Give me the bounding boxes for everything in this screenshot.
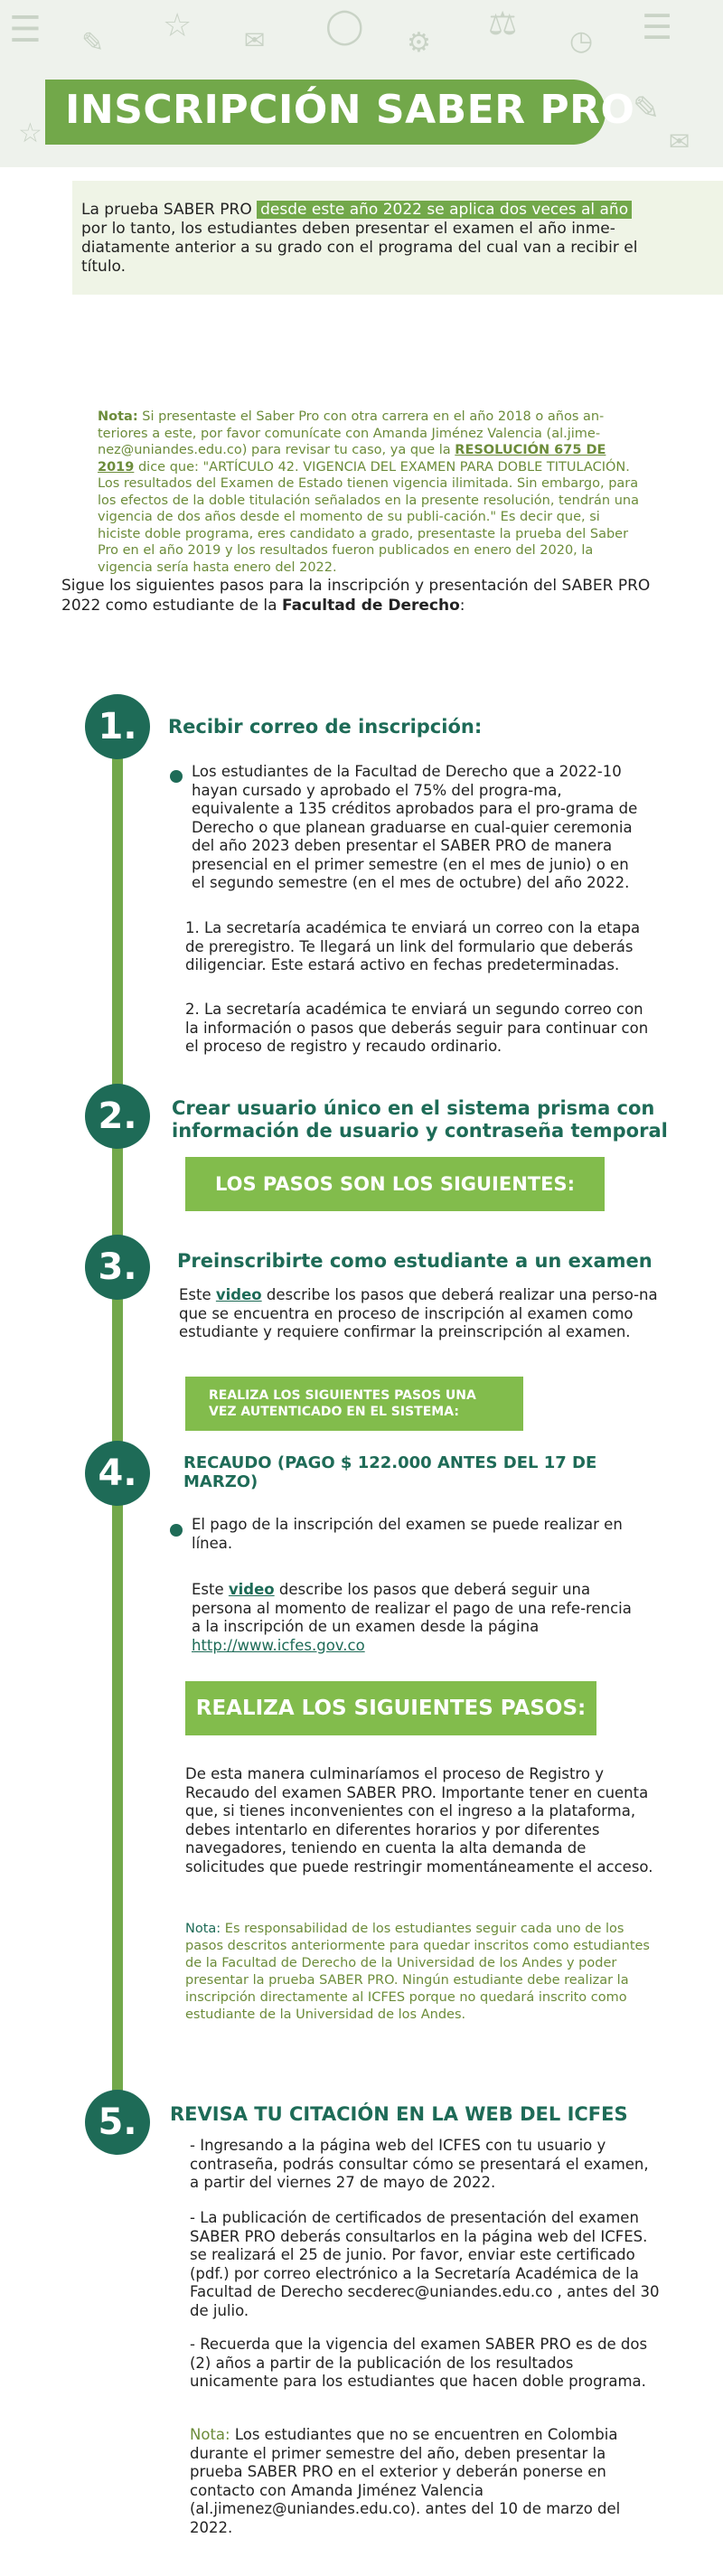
resolution-link[interactable]: RESOLUCIÓN 675 DE 2019: [98, 443, 606, 475]
nota-text1: Si presentaste el Saber Pro con otra carrera en el año 2018 o años an-teriores a este, por favor comunícate con Amanda Jiménez Valencia (al.jime-nez@uniandes.edu.co) para revisar tu caso, ya que la: [98, 409, 605, 457]
lead-part: Sigue los siguientes pasos para la inscripción y presentación del SABER PRO 2022 como estudiante de la: [61, 577, 651, 615]
gear-icon: ⚙: [407, 27, 431, 59]
intro-part1: La prueba SABER PRO: [81, 201, 258, 219]
video-link[interactable]: video: [228, 1581, 275, 1598]
step-2-circle: 2.: [85, 1084, 150, 1149]
pencil-icon: ✎: [633, 90, 661, 127]
step-1-item1: 1. La secretaría académica te enviará un correo con la etapa de preregistro. Te llegará un link del formulario que deberás diligenciar. Este estará activo en fechas predeterminadas.: [185, 919, 641, 973]
pencil-icon: ✎: [81, 27, 105, 59]
step-4-title: RECAUDO (PAGO $ 122.000 ANTES DEL 17 DE MARZO): [183, 1453, 597, 1491]
intro-part2: por lo tanto, los estudiantes deben presentar el examen el año inme-diatamente anterior a su grado con el programa del cual van a recibir el título.: [81, 220, 638, 276]
step-3-text-b: describe los pasos que deberá realizar una perso-na que se encuentra en proceso de inscripción al examen como estudiante y requiere confirmar la preinscripción al examen.: [179, 1286, 658, 1340]
star-icon: ☆: [18, 118, 42, 149]
book-icon: ☰: [9, 9, 42, 51]
clock-icon: ◷: [569, 25, 594, 57]
nota-label: Nota:: [190, 2426, 230, 2443]
step-2-title: Crear usuario único en el sistema prisma con información de usuario y contraseña temporal: [172, 1097, 668, 1142]
step-4-closing: De esta manera culminaríamos el proceso de Registro y Recaudo del examen SABER PRO. Importante tener en cuenta que, si tienes inconvenientes con el ingreso a la plataforma, debes intentarlo en diferentes horarios y por diferentes navegadores, teniendo en cuenta la alta demanda de solicitudes que puede restringir momentáneamente el acceso.: [185, 1765, 653, 1876]
nota-text: Los estudiantes que no se encuentren en Colombia durante el primer semestre del año, deben presentar la prueba SABER PRO en el exterior y deberán ponerse en contacto con Amanda Jiménez Valencia (al.jimenez@uniandes.edu.co). antes del 10 de marzo del 2022.: [190, 2426, 621, 2536]
step-4-text: [192, 1581, 643, 1655]
nota-block: [98, 409, 640, 576]
step-4-text-a: Este: [192, 1581, 229, 1598]
nota-text2: dice que: "ARTÍCULO 42. VIGENCIA DEL EXAMEN PARA DOBLE TITULACIÓN. Los resultados del Examen de Estado tienen vigencia ilimitada. Sin embargo, para los efectos de la doble titulación señalados en la presente resolución, tendrán una vigencia de dos años desde el momento de su publi-cación." Es decir que, si hiciste doble programa, eres candidato a grado, presentaste la prueba del Saber Pro en el año 2019 y los resultados fueron publicados en enero del 2020, la vigencia sería hasta enero del 2022.: [98, 459, 639, 575]
page-title: INSCRIPCIÓN SABER PRO: [65, 87, 635, 133]
globe-icon: ◯: [325, 5, 364, 45]
step-4-text-b: describe los pasos que deberá seguir una persona al momento de realizar el pago de una refe-rencia a la inscripción de un examen desde la página: [192, 1581, 632, 1635]
step-3-title: Preinscribirte como estudiante a un examen: [177, 1250, 653, 1272]
step-5-title: REVISA TU CITACIÓN EN LA WEB DEL ICFES: [170, 2103, 628, 2125]
nota-label: Nota:: [185, 1922, 221, 1936]
step-1-bullet: Los estudiantes de la Facultad de Derecho que a 2022-10 hayan cursado y aprobado el 75% del progra-ma, equivalente a 135 créditos aprobados para el pro-grama de Derecho o que planean graduarse en cual-quier ceremonia del año 2023 deben presentar el SABER PRO de manera presencial en el primer semestre (en el mes de junio) o en el segundo semestre (en el mes de octubre) del año 2022.: [192, 763, 638, 891]
envelope-icon: ✉: [244, 25, 266, 55]
steps-button[interactable]: LOS PASOS SON LOS SIGUIENTES:: [185, 1157, 605, 1211]
step-1-circle: 1.: [85, 694, 150, 759]
step-5-p2: - La publicación de certificados de presentación del examen SABER PRO deberás consultarlos en la página web del ICFES. se realizará el 25 de junio. Por favor, enviar este certificado (pdf.) por correo electrónico a la Secretaría Académica de la Facultad de Derecho secderec@uniandes.edu.co , antes del 30 de julio.: [190, 2209, 660, 2319]
intro-highlight: desde este año 2022 se aplica dos veces al año: [257, 201, 632, 219]
star-icon: ☆: [163, 7, 192, 44]
bullet-icon: [170, 1524, 183, 1537]
payment-steps-button[interactable]: REALIZA LOS SIGUIENTES PASOS:: [185, 1681, 596, 1735]
step-5-p1: - Ingresando a la página web del ICFES con tu usuario y contraseña, podrás consultar cómo se presentará el examen, a partir del viernes 27 de mayo de 2022.: [190, 2137, 649, 2191]
step-3-text-a: Este: [179, 1286, 216, 1303]
nota-text: Es responsabilidad de los estudiantes seguir cada uno de los pasos descritos anteriormente para quedar inscritos como estudiantes de la Facultad de Derecho de la Universidad de los Andes y poder presentar la prueba SABER PRO. Ningún estudiante debe realizar la inscripción directamente al ICFES porque no quedará inscrito como estudiante de la Universidad de los Andes.: [185, 1922, 650, 2022]
lead-end: :: [459, 597, 465, 615]
book-icon: ☰: [642, 7, 673, 47]
step-5-circle: 5.: [85, 2090, 150, 2155]
step-4-circle: 4.: [85, 1441, 150, 1506]
intro-text: [81, 201, 660, 277]
step-3-text: [179, 1286, 658, 1342]
envelope-icon: ✉: [669, 127, 690, 156]
step-1-item2: 2. La secretaría académica te enviará un segundo correo con la información o pasos que deberás seguir para continuar con el proceso de registro y recaudo ordinario.: [185, 1001, 649, 1055]
scale-icon: ⚖: [488, 5, 518, 42]
bullet-icon: [170, 770, 183, 783]
step-5-nota: [190, 2426, 660, 2537]
nota-label: Nota:: [98, 409, 138, 424]
lead-text: [61, 576, 658, 616]
step-5-p3: - Recuerda que la vigencia del examen SABER PRO es de dos (2) años a partir de la publicación de los resultados unicamente para los estudiantes que hacen doble programa.: [190, 2336, 648, 2390]
step-4-bullet: El pago de la inscripción del examen se puede realizar en línea.: [192, 1516, 623, 1552]
authenticated-steps-button[interactable]: REALIZA LOS SIGUIENTES PASOS UNA VEZ AUTENTICADO EN EL SISTEMA:: [185, 1377, 523, 1431]
step-4-nota: [185, 1921, 655, 2024]
video-link[interactable]: video: [215, 1286, 262, 1303]
step-3-circle: 3.: [85, 1235, 150, 1300]
lead-bold: Facultad de Derecho: [281, 597, 460, 615]
timeline-line: [112, 723, 123, 2120]
step-1-title: Recibir correo de inscripción:: [168, 716, 483, 738]
icfes-url-link[interactable]: http://www.icfes.gov.co: [192, 1636, 365, 1654]
